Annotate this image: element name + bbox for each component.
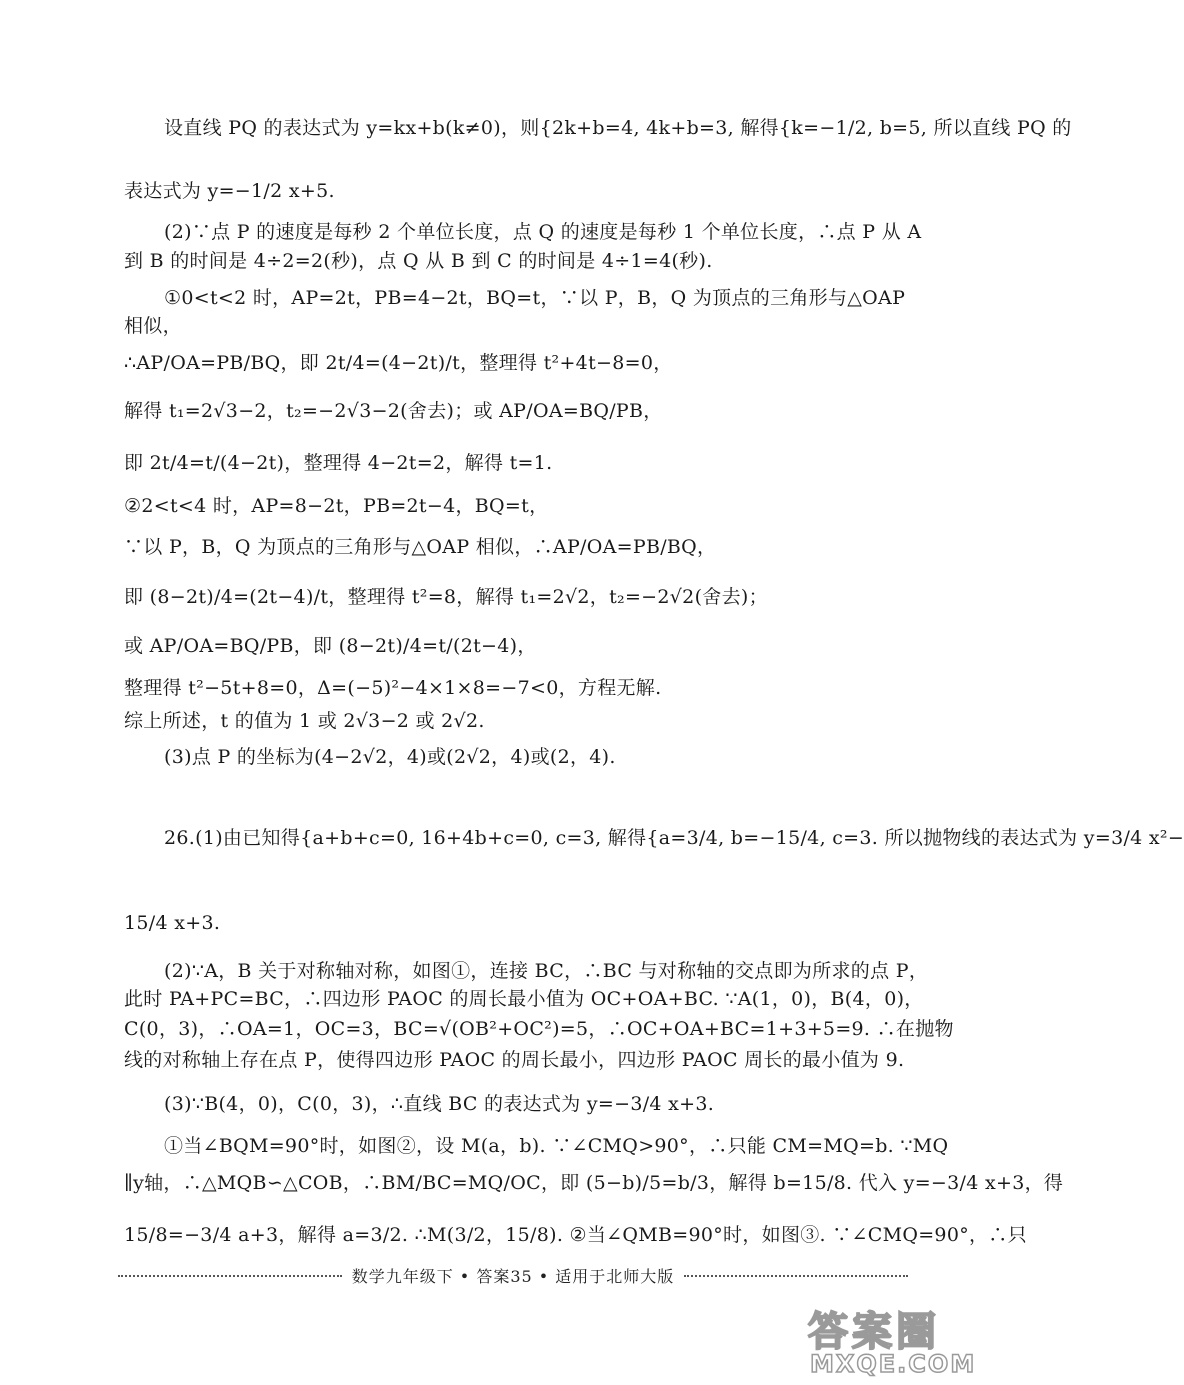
- footer-text: 数学九年级下 • 答案35 • 适用于北师大版: [351, 1267, 675, 1286]
- text-line: (2)∵点 P 的速度是每秒 2 个单位长度，点 Q 的速度是每秒 1 个单位长度，∴点 P 从 A: [164, 221, 922, 243]
- text-line: 线的对称轴上存在点 P，使得四边形 PAOC 的周长最小，四边形 PAOC 周长的最小值为 9.: [124, 1049, 905, 1071]
- text-line: ∵以 P，B，Q 为顶点的三角形与△OAP 相似，∴AP/OA=PB/BQ，: [124, 536, 717, 558]
- text-line: 整理得 t²−5t+8=0，Δ=(−5)²−4×1×8=−7<0，方程无解.: [124, 677, 662, 699]
- page-footer: [118, 1264, 908, 1287]
- text-line: 即 (8−2t)/4=(2t−4)/t，整理得 t²=8，解得 t₁=2√2，t₂=−2√2(舍去)；: [124, 586, 768, 608]
- watermark-url: MXQE.COM: [810, 1350, 977, 1378]
- text-line: ①0<t<2 时，AP=2t，PB=4−2t，BQ=t，∵以 P，B，Q 为顶点的三角形与△OAP: [164, 287, 906, 309]
- text-line: 到 B 的时间是 4÷2=2(秒)，点 Q 从 B 到 C 的时间是 4÷1=4(秒).: [124, 250, 713, 272]
- text-line: C(0，3)，∴OA=1，OC=3，BC=√(OB²+OC²)=5，∴OC+OA+BC=1+3+5=9. ∴在抛物: [124, 1018, 954, 1040]
- text-line: 设直线 PQ 的表达式为 y=kx+b(k≠0)，则{2k+b=4, 4k+b=3, 解得{k=−1/2, b=5, 所以直线 PQ 的: [164, 117, 1072, 139]
- footer-divider: [118, 1275, 342, 1277]
- text-line: ①当∠BQM=90°时，如图②，设 M(a，b). ∵∠CMQ>90°，∴只能 CM=MQ=b. ∵MQ: [164, 1135, 949, 1157]
- text-line: 表达式为 y=−1/2 x+5.: [124, 180, 335, 202]
- text-line: 解得 t₁=2√3−2，t₂=−2√3−2(舍去)；或 AP/OA=BQ/PB，: [124, 400, 663, 422]
- footer-divider: [684, 1275, 908, 1277]
- text-line: ∴AP/OA=PB/BQ，即 2t/4=(4−2t)/t，整理得 t²+4t−8=0，: [124, 352, 673, 374]
- text-line: 或 AP/OA=BQ/PB，即 (8−2t)/4=t/(2t−4)，: [124, 635, 537, 657]
- text-line: (2)∵A，B 关于对称轴对称，如图①，连接 BC，∴BC 与对称轴的交点即为所求的点 P，: [164, 960, 929, 982]
- watermark-title: 答案圈: [808, 1309, 940, 1355]
- text-line: 15/4 x+3.: [124, 912, 221, 934]
- text-line: 即 2t/4=t/(4−2t)，整理得 4−2t=2，解得 t=1.: [124, 452, 553, 474]
- text-line: ②2<t<4 时，AP=8−2t，PB=2t−4，BQ=t，: [124, 495, 549, 517]
- text-line: 综上所述，t 的值为 1 或 2√3−2 或 2√2.: [124, 710, 485, 732]
- text-line: 此时 PA+PC=BC，∴四边形 PAOC 的周长最小值为 OC+OA+BC. ∵A(1，0)，B(4，0)，: [124, 988, 924, 1010]
- text-line: 26.(1)由已知得{a+b+c=0, 16+4b+c=0, c=3, 解得{a=3/4, b=−15/4, c=3. 所以抛物线的表达式为 y=3/4 x²−: [164, 827, 1184, 849]
- text-line: (3)点 P 的坐标为(4−2√2，4)或(2√2，4)或(2，4).: [164, 746, 616, 768]
- text-line: 相似，: [124, 315, 182, 337]
- text-line: (3)∵B(4，0)，C(0，3)，∴直线 BC 的表达式为 y=−3/4 x+3.: [164, 1093, 715, 1115]
- text-line: ∥y轴，∴△MQB∽△COB，∴BM/BC=MQ/OC，即 (5−b)/5=b/3，解得 b=15/8. 代入 y=−3/4 x+3，得: [124, 1172, 1064, 1194]
- watermark-logo: [800, 1300, 990, 1380]
- text-line: 15/8=−3/4 a+3，解得 a=3/2. ∴M(3/2，15/8). ②当∠QMB=90°时，如图③. ∵∠CMQ=90°，∴只: [124, 1224, 1027, 1246]
